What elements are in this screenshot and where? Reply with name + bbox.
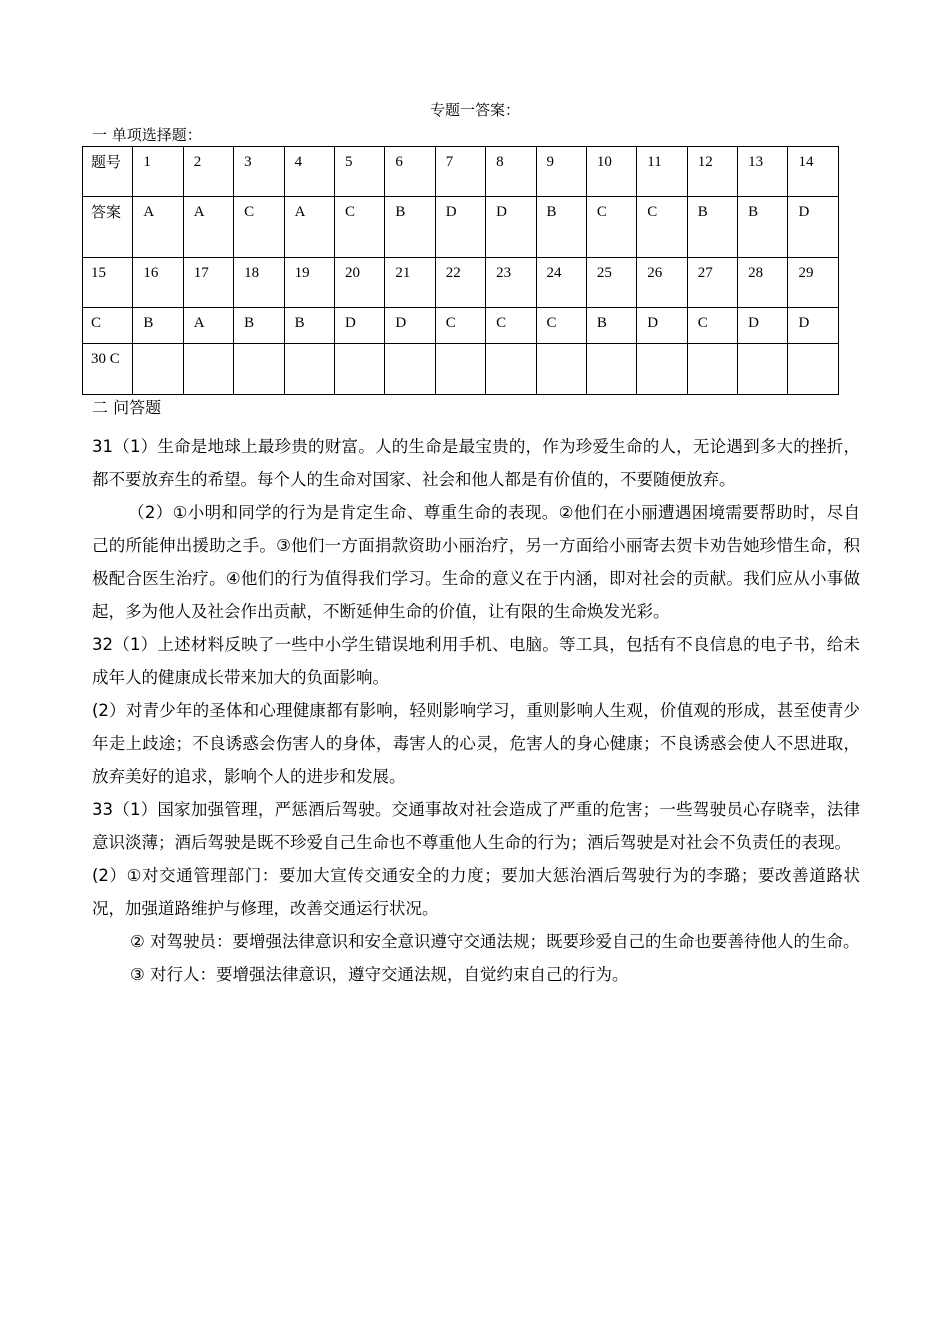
table-cell: 11 — [637, 147, 687, 197]
paragraph-31-2: （2）①小明和同学的行为是肯定生命、尊重生命的表现。②他们在小丽遭遇困境需要帮助时，尽自己的所能伸出援助之手。③他们一方面捐款资助小丽治疗，另一方面给小丽寄去贺卡劝告她珍惜生命，积极配合医生治疗。④他们的行为值得我们学习。生命的意义在于内涵，即对社会的贡献。我们应从小事做起，多为他人及社会作出贡献，不断延伸生命的价值，让有限的生命焕发光彩。 — [92, 503, 860, 621]
table-cell: 23 — [486, 258, 536, 308]
table-cell — [234, 344, 284, 395]
table-cell: 7 — [435, 147, 485, 197]
table-row — [83, 258, 839, 308]
table-cell: 题号 — [83, 147, 133, 197]
table-cell: 4 — [284, 147, 334, 197]
table-cell: C — [435, 308, 485, 344]
table-cell: 24 — [536, 258, 586, 308]
table-cell: C — [586, 197, 636, 258]
table-cell — [334, 344, 384, 395]
table-cell: 16 — [133, 258, 183, 308]
table-cell: 17 — [183, 258, 233, 308]
qa-answers-body — [92, 430, 860, 991]
table-cell — [586, 344, 636, 395]
table-cell: 22 — [435, 258, 485, 308]
table-row — [83, 147, 839, 197]
table-cell — [385, 344, 435, 395]
table-cell — [486, 344, 536, 395]
table-cell: 答案 — [83, 197, 133, 258]
table-cell: 18 — [234, 258, 284, 308]
table-cell: 30 C — [83, 344, 133, 395]
table-cell: C — [83, 308, 133, 344]
table-cell: C — [687, 308, 737, 344]
table-cell: 27 — [687, 258, 737, 308]
table-cell: B — [536, 197, 586, 258]
paragraph-32-2: (2）对青少年的圣体和心理健康都有影响，轻则影响学习，重则影响人生观，价值观的形成，甚至使青少年走上歧途；不良诱惑会伤害人的身体，毒害人的心灵，危害人的身心健康；不良诱惑会使人不思进取，放弃美好的追求，影响个人的进步和发展。 — [92, 701, 860, 786]
table-cell: B — [687, 197, 737, 258]
paragraph-33-2-traffic: (2）①对交通管理部门：要加大宣传交通安全的力度；要加大惩治酒后驾驶行为的李璐；要改善道路状况，加强道路维护与修理，改善交通运行状况。 — [92, 866, 860, 918]
table-cell: C — [536, 308, 586, 344]
paragraph-33-2-pedestrians: ③ 对行人：要增强法律意识，遵守交通法规，自觉约束自己的行为。 — [130, 965, 629, 984]
table-cell: 10 — [586, 147, 636, 197]
table-cell: 29 — [788, 258, 839, 308]
table-cell: B — [284, 308, 334, 344]
table-cell: A — [133, 197, 183, 258]
table-cell: D — [334, 308, 384, 344]
section-heading-qa: 二 问答题 — [92, 398, 162, 417]
table-cell: 21 — [385, 258, 435, 308]
table-cell — [435, 344, 485, 395]
table-cell: 13 — [738, 147, 788, 197]
table-cell: D — [486, 197, 536, 258]
table-cell: 15 — [83, 258, 133, 308]
table-cell: D — [637, 308, 687, 344]
table-cell: D — [738, 308, 788, 344]
table-row — [83, 197, 839, 258]
answer-table — [82, 146, 839, 395]
table-cell: B — [133, 308, 183, 344]
table-cell — [788, 344, 839, 395]
table-cell: 25 — [586, 258, 636, 308]
table-cell — [284, 344, 334, 395]
table-cell: B — [738, 197, 788, 258]
table-cell: 19 — [284, 258, 334, 308]
table-cell: B — [385, 197, 435, 258]
table-cell — [536, 344, 586, 395]
table-cell: 5 — [334, 147, 384, 197]
table-cell: D — [385, 308, 435, 344]
table-cell: D — [788, 308, 839, 344]
table-cell: 14 — [788, 147, 839, 197]
table-cell: A — [183, 197, 233, 258]
paragraph-33-2-drivers: ② 对驾驶员：要增强法律意识和安全意识遵守交通法规；既要珍爱自己的生命也要善待他人的生命。 — [130, 932, 860, 951]
paragraph-33-1: 33（1）国家加强管理，严惩酒后驾驶。交通事故对社会造成了严重的危害；一些驾驶员心存晓幸，法律意识淡薄；酒后驾驶是既不珍爱自己生命也不尊重他人生命的行为；酒后驾驶是对社会不负责任的表现。 — [92, 800, 860, 852]
table-cell: 20 — [334, 258, 384, 308]
table-cell: C — [486, 308, 536, 344]
paragraph-31-1: 31（1）生命是地球上最珍贵的财富。人的生命是最宝贵的，作为珍爱生命的人，无论遇到多大的挫折，都不要放弃生的希望。每个人的生命对国家、社会和他人都是有价值的，不要随便放弃。 — [92, 437, 860, 489]
table-cell: 28 — [738, 258, 788, 308]
table-cell — [637, 344, 687, 395]
table-cell: 12 — [687, 147, 737, 197]
table-cell: 26 — [637, 258, 687, 308]
page-title: 专题一答案： — [429, 101, 520, 119]
table-cell: B — [586, 308, 636, 344]
paragraph-32-1: 32（1）上述材料反映了一些中小学生错误地利用手机、电脑。等工具，包括有不良信息的电子书，给未成年人的健康成长带来加大的负面影响。 — [92, 635, 860, 687]
table-cell: 8 — [486, 147, 536, 197]
table-cell: D — [788, 197, 839, 258]
table-row — [83, 308, 839, 344]
table-cell: 6 — [385, 147, 435, 197]
table-cell: 9 — [536, 147, 586, 197]
table-cell: 3 — [234, 147, 284, 197]
table-cell: C — [637, 197, 687, 258]
section-heading-single-choice: 一 单项选择题： — [92, 126, 202, 144]
table-cell: B — [234, 308, 284, 344]
table-row — [83, 344, 839, 395]
table-cell: C — [334, 197, 384, 258]
table-cell: C — [234, 197, 284, 258]
table-cell — [738, 344, 788, 395]
table-cell: A — [284, 197, 334, 258]
table-cell — [687, 344, 737, 395]
table-cell: D — [435, 197, 485, 258]
table-cell: 2 — [183, 147, 233, 197]
table-cell — [183, 344, 233, 395]
table-cell: 1 — [133, 147, 183, 197]
table-cell: A — [183, 308, 233, 344]
table-cell — [133, 344, 183, 395]
